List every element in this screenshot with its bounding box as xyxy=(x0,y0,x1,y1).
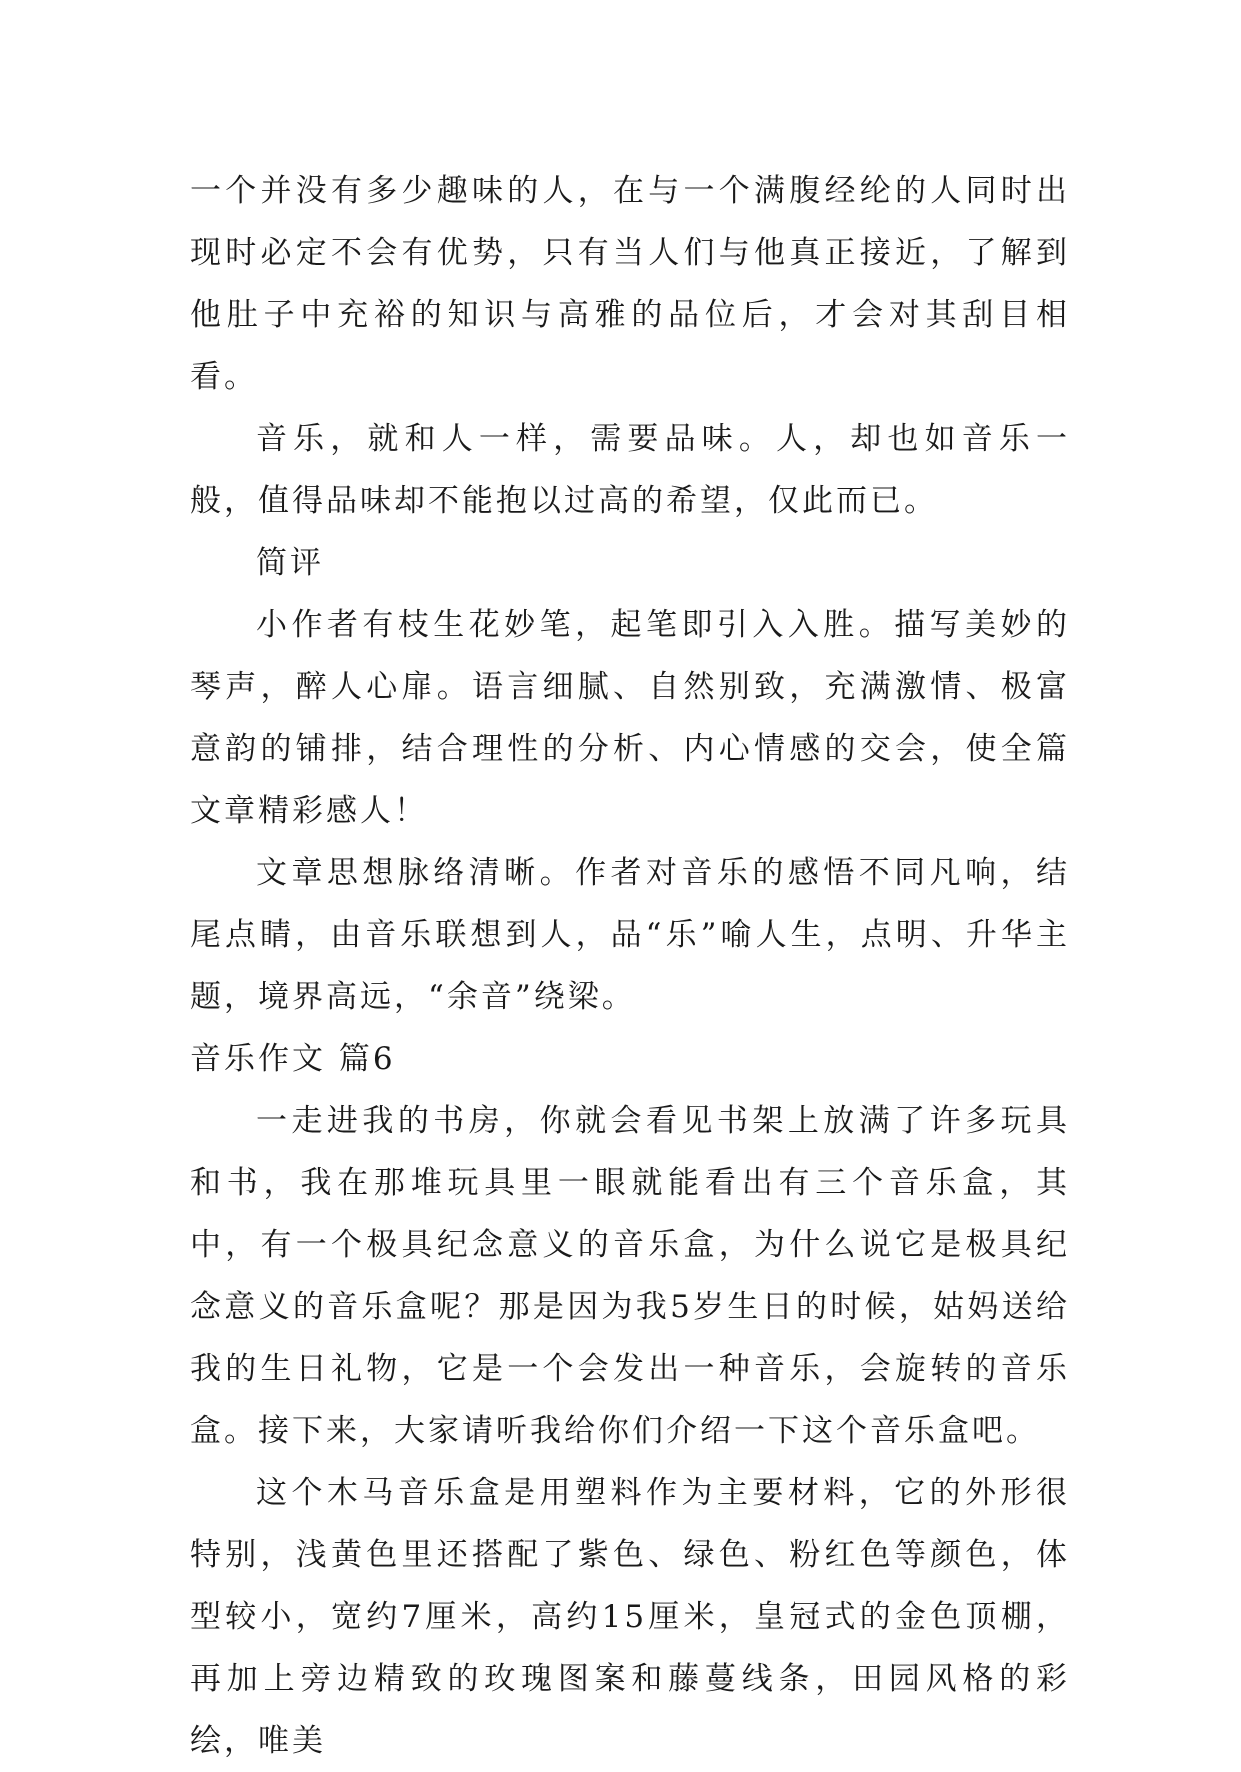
paragraph-review-1: 小作者有枝生花妙笔，起笔即引入入胜。描写美妙的琴声，醉人心扉。语言细腻、自然别致，充满激情、极富意韵的铺排，结合理性的分析、内心情感的交会，使全篇文章精彩感人！ xyxy=(190,607,1070,829)
paragraph-essay6-1: 一走进我的书房，你就会看见书架上放满了许多玩具和书，我在那堆玩具里一眼就能看出有三个音乐盒，其中，有一个极具纪念意义的音乐盒，为什么说它是极具纪念意义的音乐盒呢？那是因为我5岁生日的时候，姑妈送给我的生日礼物，它是一个会发出一种音乐，会旋转的音乐盒。接下来，大家请听我给你们介绍一下这个音乐盒吧。 xyxy=(190,1103,1070,1449)
essay-title: 音乐作文 篇6 xyxy=(190,1041,396,1077)
review-heading: 简评 xyxy=(256,545,324,581)
paragraph-review-2: 文章思想脉络清晰。作者对音乐的感悟不同凡响，结尾点睛，由音乐联想到人，品“乐”喻人生，点明、升华主题，境界高远，“余音”绕梁。 xyxy=(190,855,1070,1015)
paragraph-music-and-people: 音乐，就和人一样，需要品味。人，却也如音乐一般，值得品味却不能抱以过高的希望，仅此而已。 xyxy=(190,421,1070,519)
paragraph-essay6-2: 这个木马音乐盒是用塑料作为主要材料，它的外形很特别，浅黄色里还搭配了紫色、绿色、粉红色等颜色，体型较小，宽约7厘米，高约15厘米，皇冠式的金色顶棚，再加上旁边精致的玫瑰图案和藤蔓线条，田园风格的彩绘，唯美 xyxy=(190,1475,1070,1759)
document-body xyxy=(190,160,1070,1772)
paragraph-intro-continuation: 一个并没有多少趣味的人，在与一个满腹经纶的人同时出现时必定不会有优势，只有当人们与他真正接近，了解到他肚子中充裕的知识与高雅的品位后，才会对其刮目相看。 xyxy=(190,173,1070,395)
